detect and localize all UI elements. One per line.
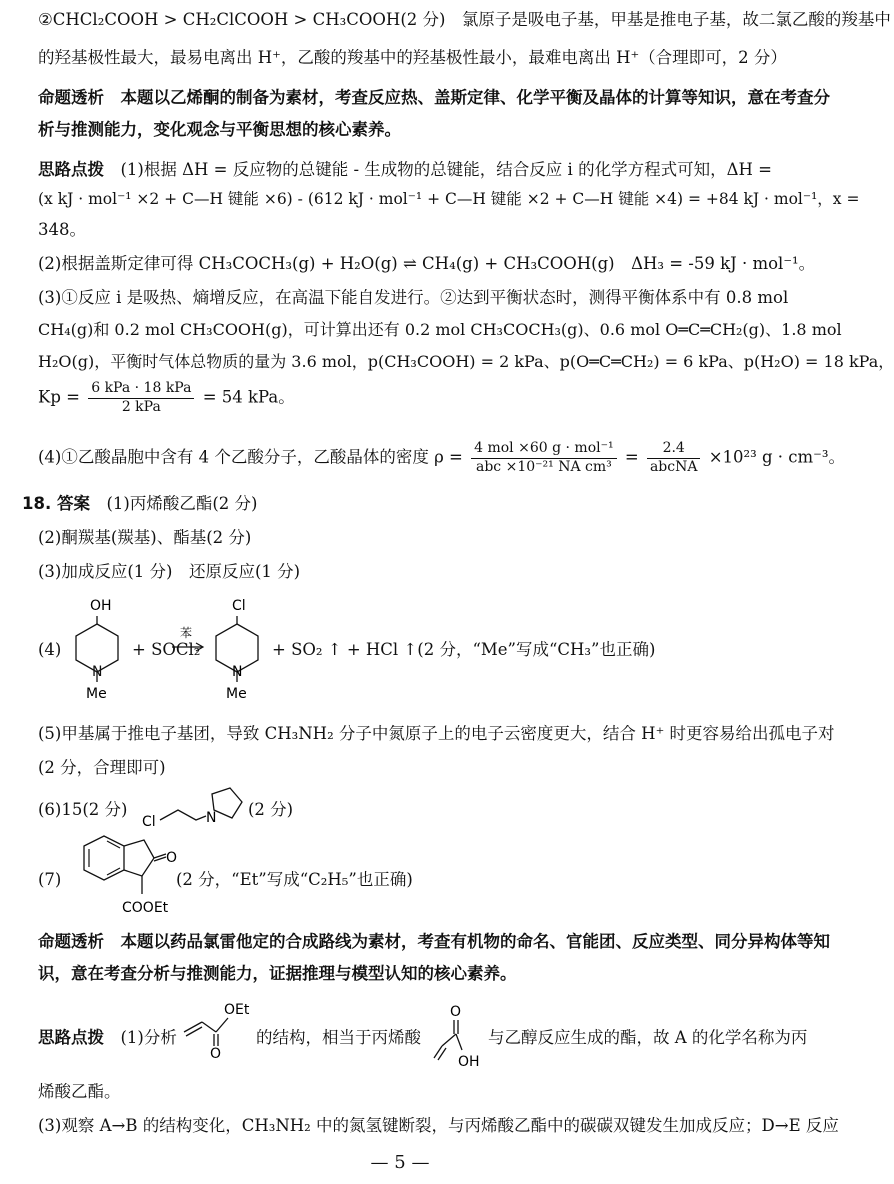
ethyl-acrylate-structure — [180, 992, 250, 1060]
text-line: (3)加成反应(1 分) 还原反应(1 分) — [38, 562, 301, 581]
text-line: CH₄(g)和 0.2 mol CH₃COOH(g)，可计算出还有 0.2 mol CH₃COCH₃(g)、0.6 mol O═C═CH₂(g)、1.8 mol — [38, 320, 842, 339]
n-label: N — [206, 810, 217, 826]
text-line: 与乙醇反应生成的酯，故 A 的化学名称为丙 — [488, 1028, 808, 1047]
reagent: + SOCl₂ — [132, 640, 201, 659]
arrow-icon — [172, 640, 206, 654]
section-label: 命题透析 — [38, 932, 104, 951]
equals: = — [624, 447, 639, 467]
text-line: ②CHCl₂COOH > CH₂ClCOOH > CH₃COOH(2 分) 氯原子是吸电子基，甲基是推电子基，故二氯乙酸的羧基中 — [38, 10, 891, 29]
section-text: (1)分析 — [104, 1028, 177, 1047]
piperidinol-structure — [62, 592, 132, 704]
o-label: O — [210, 1046, 222, 1062]
text-line: (2 分，合理即可) — [38, 758, 166, 777]
density-fraction-2 — [647, 440, 701, 476]
text-line: (6)15(2 分) — [38, 800, 128, 819]
text-line: 的结构，相当于丙烯酸 — [256, 1028, 421, 1047]
text-line: (5)甲基属于推电子基团，导致 CH₃NH₂ 分子中氮原子上的电子云密度更大，结合 H⁺ 时更容易给出孤电子对 — [38, 724, 835, 743]
oet-label: OEt — [224, 1002, 250, 1018]
chloroethyl-pyrrolidine-structure — [138, 780, 250, 836]
text-line: 识，意在考查分析与推测能力，证据推理与模型认知的核心素养。 — [38, 964, 517, 983]
cooet-label: COOEt — [122, 900, 169, 916]
n-label: N — [232, 664, 243, 680]
text-line: (2)酮羰基(羰基)、酯基(2 分) — [38, 528, 252, 547]
kp-value: = 54 kPa。 — [202, 387, 295, 407]
me-label: Me — [226, 686, 247, 702]
text-line: 的羟基极性最大，最易电离出 H⁺，乙酸的羧基中的羟基极性最小，最难电离出 H⁺（合理即可，2 分） — [38, 48, 787, 67]
oh-label: OH — [90, 598, 112, 614]
formula-kp — [38, 380, 295, 416]
chloropiperidine-structure — [202, 592, 272, 704]
kp-numerator: 6 kPa · 18 kPa — [88, 380, 194, 399]
section-label: 命题透析 — [38, 88, 104, 107]
text-line: (x kJ · mol⁻¹ ×2 + C—H 键能 ×6) - (612 kJ · mol⁻¹ + C—H 键能 ×2 + C—H 键能 ×4) = +84 kJ · mol⁻¹，x = — [38, 190, 860, 208]
text-line: (3)①反应 ⅰ 是吸热、熵增反应，在高温下能自发进行。②达到平衡状态时，测得平衡体系中有 0.8 mol — [38, 288, 789, 307]
cl-label: Cl — [232, 598, 246, 614]
catalyst-label: 苯 — [180, 626, 193, 640]
density-value: ×10²³ g · cm⁻³。 — [708, 447, 846, 467]
answer-label: 18. 答案 — [22, 494, 90, 513]
page-number: — 5 — — [370, 1152, 430, 1173]
o-label: O — [166, 850, 178, 866]
kp-label: Kp = — [38, 387, 80, 407]
indanone-ester-structure — [62, 832, 182, 918]
text-line: (2 分，“Et”写成“C₂H₅”也正确) — [176, 870, 413, 889]
text-line: (7) — [38, 870, 62, 889]
denominator: abcNA — [649, 458, 698, 475]
text-line: + SO₂ ↑ + HCl ↑(2 分，“Me”写成“CH₃”也正确) — [272, 640, 656, 659]
text-line — [38, 160, 772, 181]
o-label: O — [450, 1004, 462, 1020]
numerator: 2.4 — [647, 440, 701, 459]
section-text: (1)根据 ΔH = 反应物的总键能 - 生成物的总键能，结合反应 ⅰ 的化学方程式可知，ΔH = — [104, 160, 772, 179]
text-line: (2)根据盖斯定律可得 CH₃COCH₃(g) + H₂O(g) ⇌ CH₄(g) + CH₃COOH(g) ΔH₃ = -59 kJ · mol⁻¹。 — [38, 254, 816, 273]
denominator: abc ×10⁻²¹ NA cm³ — [475, 458, 612, 475]
density-fraction-1 — [471, 440, 616, 476]
acrylic-acid-structure — [430, 1002, 490, 1072]
text-line: 析与推测能力，变化观念与平衡思想的核心素养。 — [38, 120, 401, 139]
text-line — [38, 932, 830, 953]
text-line: 348。 — [38, 220, 86, 239]
text-line — [38, 1028, 177, 1049]
text-line — [38, 88, 830, 109]
numerator: 4 mol ×60 g · mol⁻¹ — [471, 440, 616, 459]
n-label: N — [92, 664, 103, 680]
cl-label: Cl — [142, 814, 156, 830]
text-line: (3)观察 A→B 的结构变化，CH₃NH₂ 中的氮氢键断裂，与丙烯酸乙酯中的碳碳双键发生加成反应；D→E 反应 — [38, 1116, 839, 1135]
text-line: (4) — [38, 640, 62, 659]
me-label: Me — [86, 686, 107, 702]
oh-label: OH — [458, 1054, 480, 1070]
section-label: 思路点拨 — [38, 1028, 104, 1047]
text-line: 烯酸乙酯。 — [38, 1082, 121, 1101]
text-line: H₂O(g)，平衡时气体总物质的量为 3.6 mol，p(CH₃COOH) = 2 kPa、p(O═C═CH₂) = 6 kPa、p(H₂O) = 18 kPa， — [38, 352, 894, 371]
answer-text: (1)丙烯酸乙酯(2 分) — [89, 494, 258, 513]
text-line — [22, 494, 257, 515]
text-line: (2 分) — [248, 800, 294, 819]
section-label: 思路点拨 — [38, 160, 104, 179]
formula-density — [38, 440, 845, 476]
section-text: 本题以药品氯雷他定的合成路线为素材，考查有机物的命名、官能团、反应类型、同分异构体等知 — [104, 932, 830, 951]
section-text: 本题以乙烯酮的制备为素材，考查反应热、盖斯定律、化学平衡及晶体的计算等知识，意在考查分 — [104, 88, 830, 107]
kp-denominator: 2 kPa — [121, 398, 161, 415]
kp-fraction — [88, 380, 194, 416]
density-text: (4)①乙酸晶胞中含有 4 个乙酸分子，乙酸晶体的密度 ρ = — [38, 447, 463, 467]
